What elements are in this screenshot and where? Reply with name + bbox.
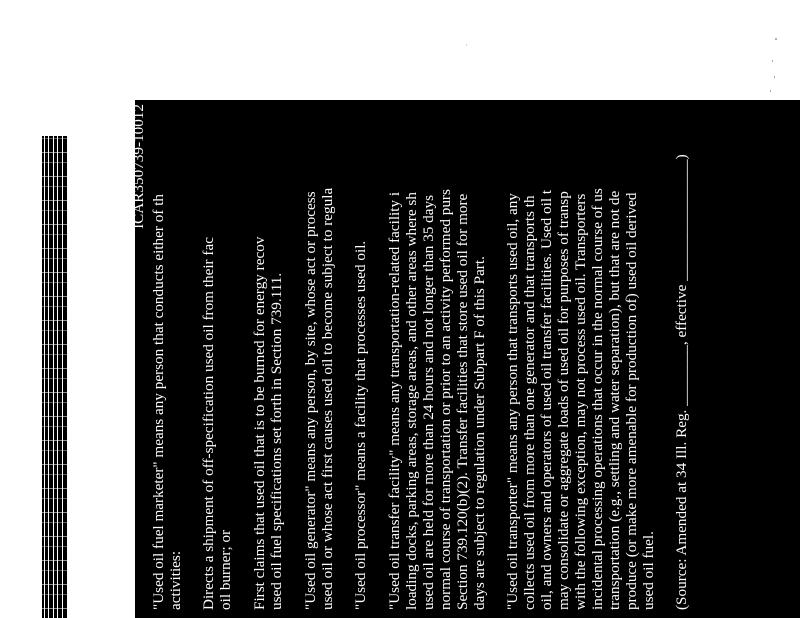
transporter-line-5: with the following exception, may not process used oil. Transporters: [572, 193, 589, 610]
scan-speck: [466, 44, 467, 46]
transporter-line-6: incidental processing operations that occur in the normal course of us: [589, 188, 606, 610]
transporter-line-3: oil, and owners and operators of used oil transfer facilities. Used oil t: [538, 189, 555, 610]
rotated-document-page: [130, 100, 800, 618]
generator-line-2: used oil or whose act first causes used oil to become subject to regula: [319, 187, 336, 610]
fuel-marketer-sub-a-line-1: Directs a shipment of off-specification used oil from their fac: [200, 237, 217, 610]
transfer-facility-line-5: Section 739.120(b)(2). Transfer facilities that store used oil for more: [454, 193, 471, 610]
scan-speck: [774, 76, 775, 78]
fuel-marketer-sub-b-line-1: First claims that used oil that is to be burned for energy recov: [251, 236, 268, 610]
scan-speck: [772, 60, 773, 62]
header-code: ICAR350739-10012: [130, 104, 147, 229]
scanner-edge-strip: [42, 136, 67, 618]
transporter-line-4: may consolidate or aggregate loads of used oil for purposes of transp: [555, 191, 572, 610]
transporter-line-2: collects used oil from more than one generator and that transports th: [521, 195, 538, 610]
fuel-marketer-sub-b-line-2: used oil fuel specifications set forth in Section 739.111.: [268, 272, 285, 610]
scan-speck: [775, 38, 777, 40]
transporter-line-9: used oil fuel.: [640, 531, 657, 610]
transfer-facility-line-1: "Used oil transfer facility" means any transportation-related facility i: [386, 191, 403, 610]
scan-speck: [770, 90, 771, 92]
transfer-facility-line-4: normal course of transportation or prior to an activity performed purs: [437, 189, 454, 610]
transporter-line-7: transportation (e.g., settling and water separation), but that are not de: [606, 190, 623, 610]
transporter-line-8: produce (or make more amenable for production of) used oil derived: [623, 192, 640, 610]
generator-line-1: "Used oil generator" means any person, by site, whose act or process: [302, 191, 319, 610]
fuel-marketer-line-2: activities:: [167, 550, 184, 610]
fuel-marketer-sub-a-line-2: oil burner; or: [217, 529, 234, 610]
transfer-facility-line-6: days are subject to regulation under Subpart F of this Part.: [471, 256, 488, 610]
transfer-facility-line-3: used oil are held for more than 24 hours and not longer than 35 days: [420, 194, 437, 610]
transporter-line-1: "Used oil transporter" means any person that transports used oil, any: [504, 193, 521, 610]
transfer-facility-line-2: loading docks, parking areas, storage areas, and other areas where sh: [403, 192, 420, 610]
document-text-block: [130, 100, 800, 618]
source-note: (Source: Amended at 34 Ill. Reg. ________, effective ________________): [673, 154, 690, 610]
processor-line-1: "Used oil processor" means a facility that processes used oil.: [352, 240, 369, 610]
fuel-marketer-line-1: "Used oil fuel marketer" means any person that conducts either of th: [150, 193, 167, 610]
